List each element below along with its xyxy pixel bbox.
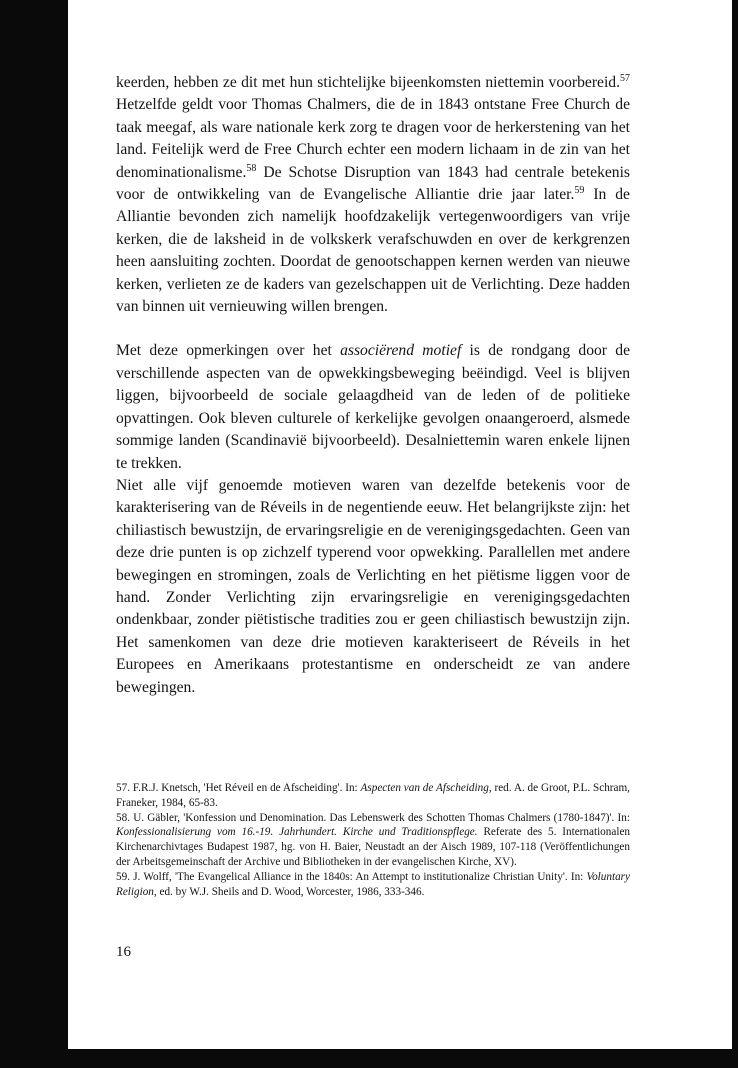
paragraph-2: [116, 340, 630, 474]
footnote-ref-58: 58: [246, 162, 257, 174]
footnote-text: 59. J. Wolff, 'The Evangelical Alliance in the 1840s: An Attempt to institutionalize Christian Unity'. In:: [116, 870, 587, 883]
text-run: is de rondgang door de verschillende aspecten van de opwekkingsbeweging beëindigd. Veel is blijven liggen, bijvoorbeeld de sociale gelaagdheid van de leden of de politieke opvattingen. Ook bleven culturele of kerkelijke gevolgen onaangeroerd, alsmede sommige landen (Scandinavië bijvoorbeeld). Desalniettemin waren enkele lijnen te trekken.: [116, 342, 630, 472]
text-run: keerden, hebben ze dit met hun stichtelijke bijeenkomsten niettemin voorbereid.: [116, 74, 620, 91]
footnotes: [116, 781, 630, 899]
footnote-text: 58. U. Gäbler, 'Konfession und Denomination. Das Lebenswerk des Schotten Thomas Chalmers (1780-1847)'. In:: [116, 811, 630, 824]
page-number: 16: [116, 944, 131, 960]
footnote-text: red. A. de Groot, P.L. Schram, Franeker, 1984, 65-83.: [116, 782, 630, 809]
footnote-title: Aspecten van de Afscheiding,: [360, 782, 492, 794]
text-run: Hetzelfde geldt voor Thomas Chalmers, die de in 1843 ontstane Free Church de taak meegaf, als ware nationale kerk zorg te dragen voor de herkerstening van het land. Feitelijk werd de Free Church echter een modern lichaam in de zin van het denominationalisme.: [116, 96, 630, 181]
footnote-ref-57: 57: [620, 72, 630, 84]
scan-edge-left: [0, 0, 68, 1068]
footnote-text: Referate des 5. Internationalen Kirchenarchivtages Budapest 1987, hg. von H. Baier, Neustadt an der Aisch 1989, 107-118 (Veröffentlichungen der Arbeitsgemeinschaft der Archive und Bibliotheken in der evangelischen Kirche, XV).: [116, 826, 630, 868]
text-run: In de Alliantie bevonden zich namelijk hoofdzakelijk vertegenwoordigers van vrije kerken, die de laksheid in de volkskerk verafschuwden en over de kerkgrenzen heen aansluiting zochten. Doordat de genootschappen kernen werden van nieuwe kerken, verlieten ze de kaders van gezelschappen uit de Verlichting. Deze hadden van binnen uit vernieuwing willen brengen.: [116, 186, 630, 316]
footnote-title: Voluntary Religion,: [116, 870, 630, 898]
paragraph-3: Niet alle vijf genoemde motieven waren van dezelfde betekenis voor de karakterisering van de Réveils in de negentiende eeuw. Het belangrijkste zijn: het chiliastisch bewustzijn, de ervaringsreligie en de verenigingsgedachten. Geen van deze drie punten is op zichzelf typerend voor opwekking. Parallellen met andere bewegingen en stromingen, zoals de Verlichting en het piëtisme liggen voor de hand. Zonder Verlichting zijn ervaringsreligie en verenigingsgedachten ondenkbaar, zonder piëtistische tradities zou er geen chiliastisch bewustzijn zijn. Het samenkomen van deze drie motieven karakteriseert de Réveils in het Europees en Amerikaans protestantisme en onderscheidt ze van andere bewegingen.: [116, 476, 630, 696]
paragraph-1: [116, 72, 630, 318]
text-run: Met deze opmerkingen over het: [116, 342, 341, 360]
italic-term: associërend motief: [340, 342, 462, 360]
footnote-title: Konfessionalisierung vom 16.-19. Jahrhundert. Kirche und Traditionspflege.: [116, 826, 478, 839]
footnote-text: 57. F.R.J. Knetsch, 'Het Réveil en de Afscheiding'. In:: [116, 782, 361, 794]
footnote-57: [116, 781, 630, 811]
body-text: [116, 72, 630, 699]
footnote-ref-59: 59: [574, 184, 585, 196]
scan-edge-right: [732, 0, 738, 1068]
footnote-59: [116, 870, 630, 900]
scan-edge-bottom: [0, 1049, 738, 1068]
footnote-58: [116, 811, 630, 870]
footnote-text: ed. by W.J. Sheils and D. Wood, Worcester, 1986, 333-346.: [156, 885, 425, 898]
text-run: De Schotse Disruption van 1843 had centrale betekenis voor de ontwikkeling van de Evangelische Alliantie drie jaar later.: [116, 163, 630, 204]
